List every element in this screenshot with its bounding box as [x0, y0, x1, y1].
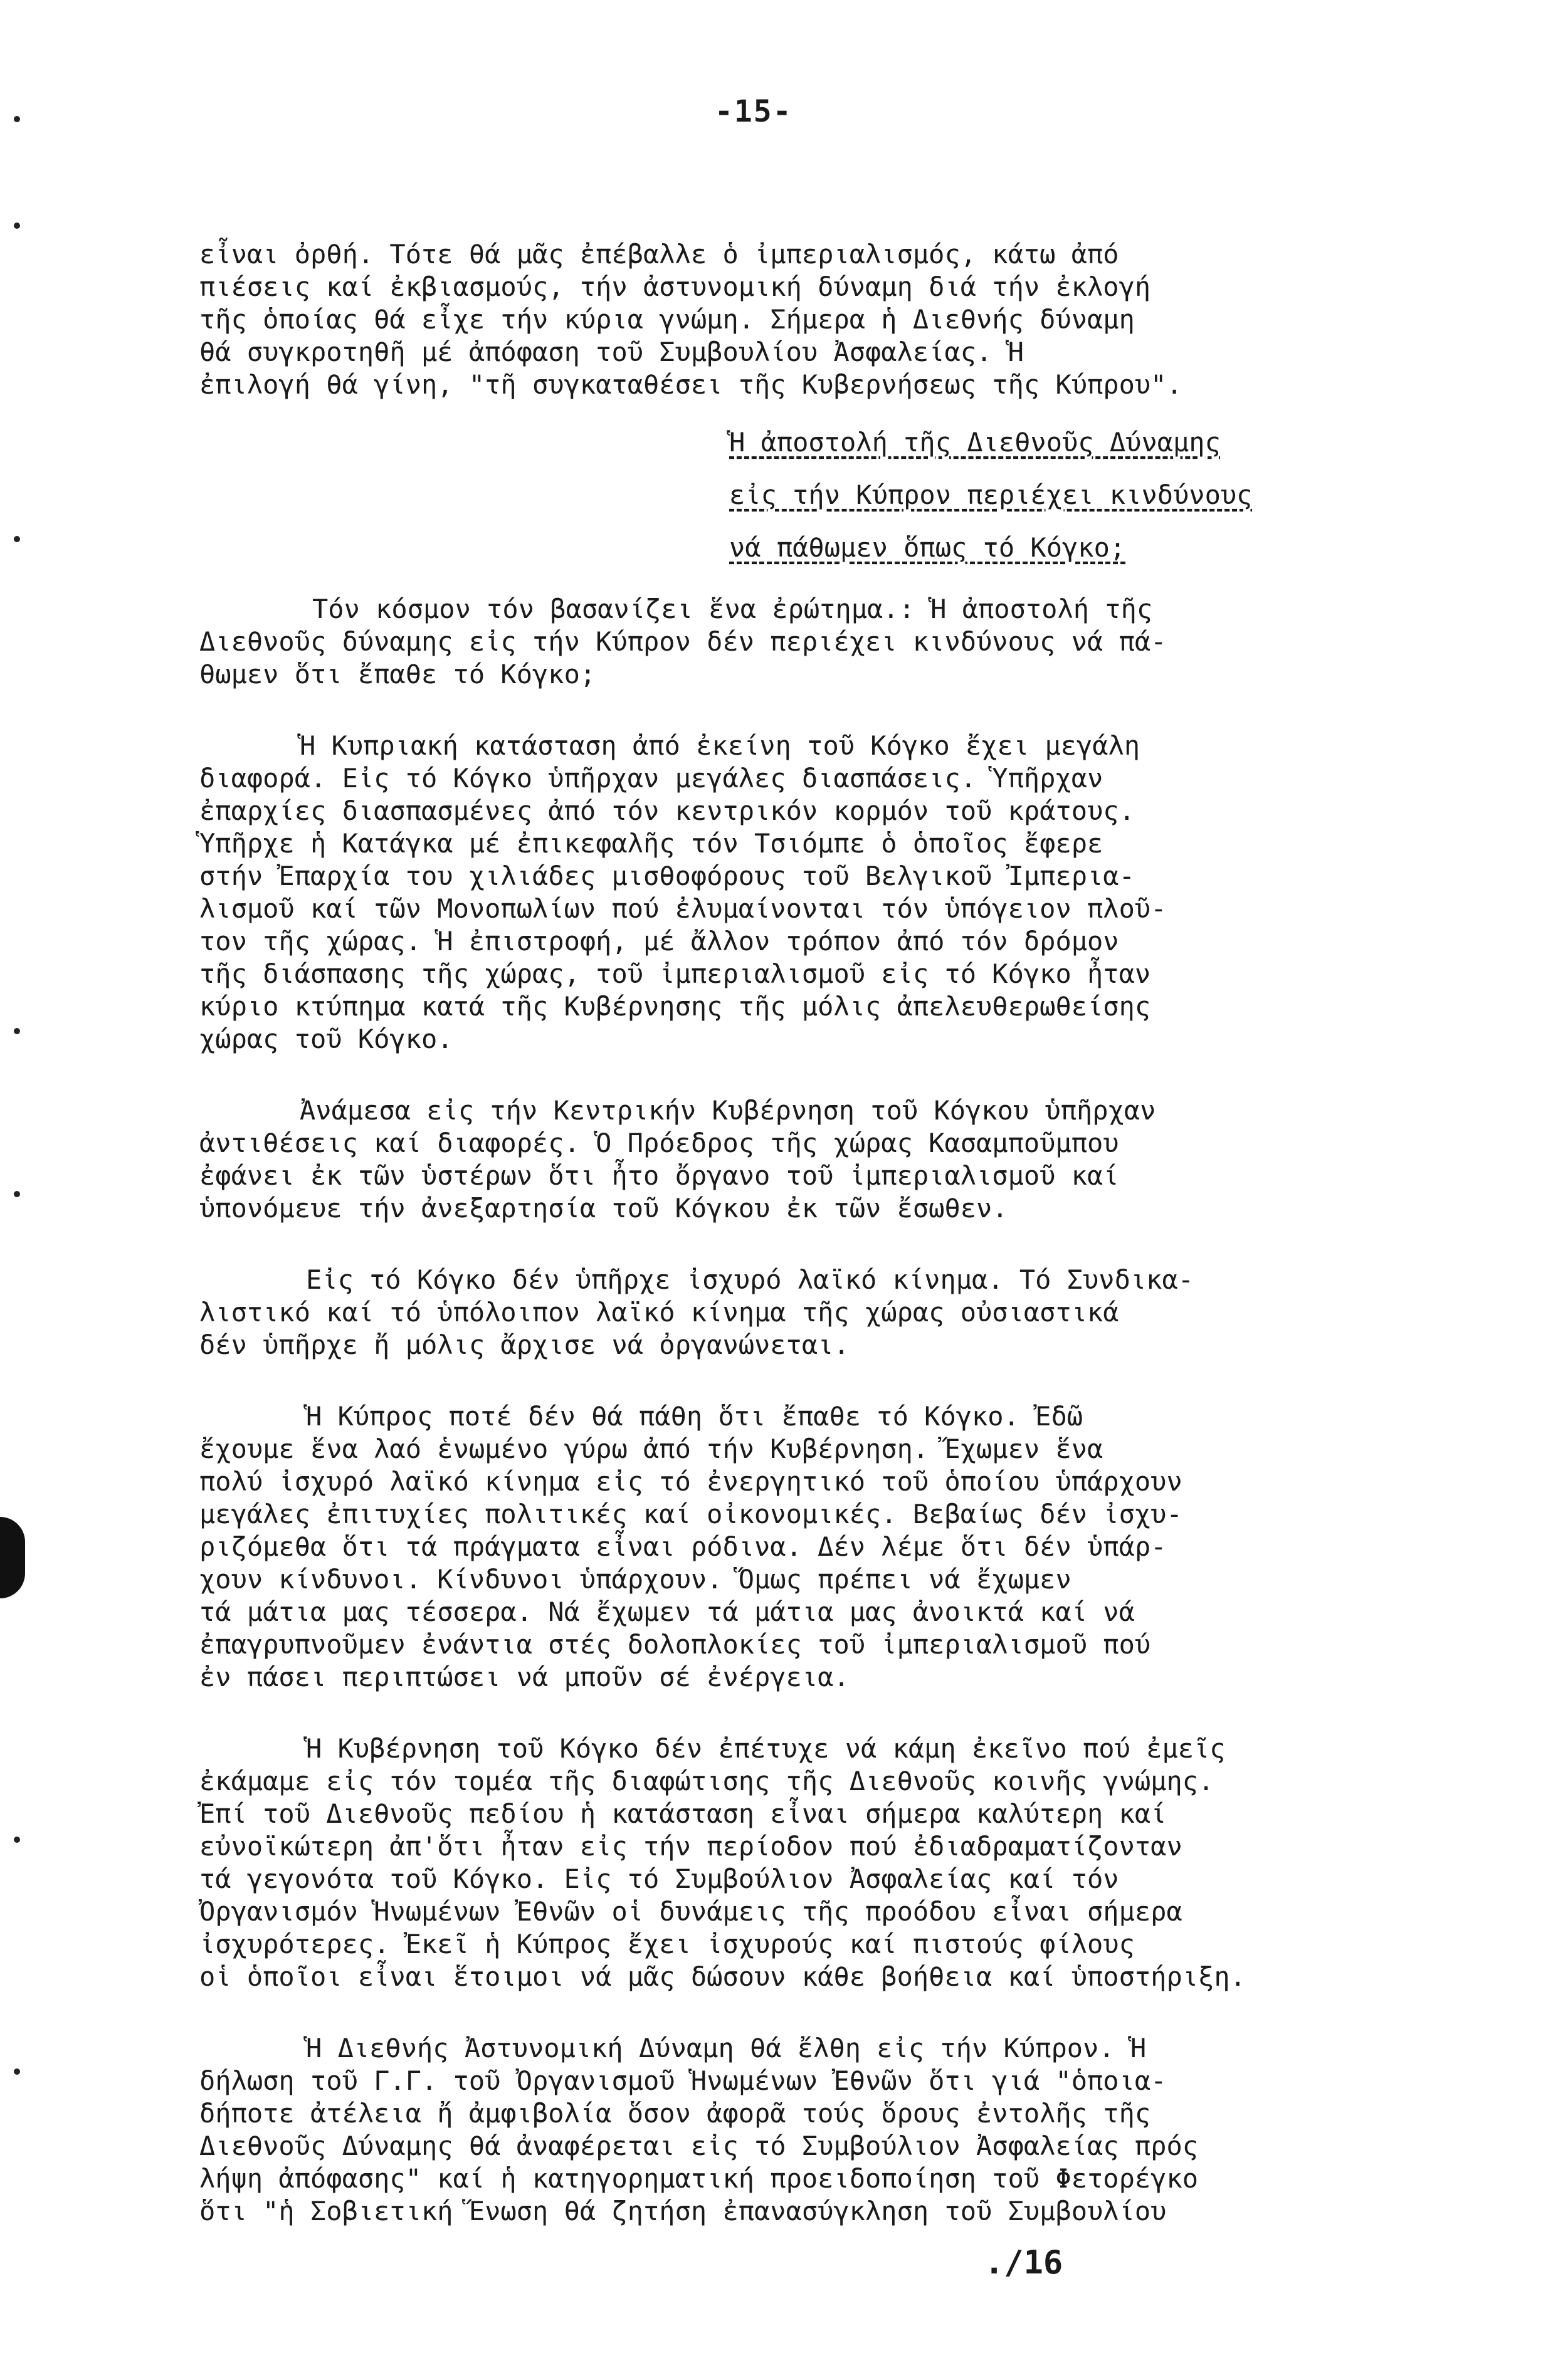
page-number: -15- — [715, 94, 792, 129]
text-line: Διεθνοῦς δύναμης εἰς τήν Κύπρον δέν περιέχει κινδύνους νά πά- — [199, 626, 1167, 657]
text-line: ἰσχυρότερες. Ἐκεῖ ἡ Κύπρος ἔχει ἰσχυρούς καί πιστούς φίλους — [199, 1929, 1135, 1959]
paragraph-8 — [199, 2032, 1453, 2228]
text-line: ἐπαγρυπνοῦμεν ἐνάντια στές δολοπλοκίες τοῦ ἰμπεριαλισμοῦ πού — [199, 1629, 1151, 1660]
heading-line: εἰς τήν Κύπρον περιέχει κινδύνους — [729, 480, 1253, 510]
text-line: θωμεν ὅτι ἔπαθε τό Κόγκο; — [199, 659, 596, 689]
text-line: Ἀνάμεσα εἰς τήν Κεντρικήν Κυβέρνηση τοῦ Κόγκου ὑπῆρχαν — [300, 1095, 1156, 1126]
margin-dot — [14, 536, 20, 542]
text-line: τῆς ὁποίας θά εἶχε τήν κύρια γνώμη. Σήμερα ἡ Διεθνής δύναμη — [199, 304, 1135, 335]
text-line: ὅτι "ἡ Σοβιετική Ἕνωση θά ζητήση ἐπανασύγκληση τοῦ Συμβουλίου — [199, 2196, 1167, 2226]
text-line: δέν ὑπῆρχε ἤ μόλις ἄρχισε νά ὀργανώνεται. — [199, 1329, 850, 1360]
text-line: τά γεγονότα τοῦ Κόγκο. Εἰς τό Συμβούλιον Ἀσφαλείας καί τόν — [199, 1864, 1119, 1894]
text-line: ἐπιλογή θά γίνη, "τῆ συγκαταθέσει τῆς Κυβερνήσεως τῆς Κύπρου". — [199, 369, 1182, 400]
margin-dot — [14, 116, 20, 122]
text-line: Διεθνοῦς Δύναμης θά ἀναφέρεται εἰς τό Συμβούλιον Ἀσφαλείας πρός — [199, 2131, 1199, 2161]
margin-dot — [14, 2068, 20, 2075]
text-line: στήν Ἐπαρχία του χιλιάδες μισθοφόρους τοῦ Βελγικοῦ Ἰμπερια- — [199, 861, 1135, 891]
text-line: τον τῆς χώρας. Ἡ ἐπιστροφή, μέ ἄλλον τρόπον ἀπό τόν δρόμον — [199, 926, 1119, 957]
text-line: Εἰς τό Κόγκο δέν ὑπῆρχε ἰσχυρό λαϊκό κίνημα. Τό Συνδικα- — [306, 1264, 1194, 1295]
text-line: ἀντιθέσεις καί διαφορές. Ὁ Πρόεδρος τῆς χώρας Κασαμποῦμπου — [199, 1128, 1119, 1158]
margin-dot — [14, 1028, 20, 1034]
heading-line: Ἡ ἀποστολή τῆς Διεθνοῦς Δύναμης — [729, 427, 1221, 458]
text-line: ριζόμεθα ὅτι τά πράγματα εἶναι ρόδινα. Δέν λέμε ὅτι δέν ὑπάρ- — [199, 1531, 1167, 1562]
text-line: ὑπονόμευε τήν ἀνεξαρτησία τοῦ Κόγκου ἐκ τῶν ἔσωθεν. — [199, 1193, 1008, 1224]
text-line: οἱ ὁποῖοι εἶναι ἕτοιμοι νά μᾶς δώσουν κάθε βοήθεια καί ὑποστήριξη. — [199, 1961, 1246, 1992]
text-line: εὐνοϊκώτερη ἀπ'ὅτι ἦταν εἰς τήν περίοδον πού ἐδιαδραματίζονταν — [199, 1831, 1182, 1862]
text-line: πιέσεις καί ἐκβιασμούς, τήν ἀστυνομική δύναμη διά τήν ἐκλογή — [199, 271, 1151, 302]
paragraph-1 — [199, 238, 1453, 401]
text-line: λισμοῦ καί τῶν Μονοπωλίων πού ἐλυμαίνονται τόν ὑπόγειον πλοῦ- — [199, 893, 1167, 924]
text-line: πολύ ἰσχυρό λαϊκό κίνημα εἰς τό ἐνεργητικό τοῦ ὁποίου ὑπάρχουν — [199, 1466, 1182, 1497]
text-line: χώρας τοῦ Κόγκο. — [199, 1024, 453, 1054]
text-line: δήλωση τοῦ Γ.Γ. τοῦ Ὀργανισμοῦ Ἡνωμένων Ἐθνῶν ὅτι γιά "ὁποια- — [199, 2065, 1167, 2096]
text-line: ἐφάνει ἐκ τῶν ὑστέρων ὅτι ἦτο ὄργανο τοῦ ἰμπεριαλισμοῦ καί — [199, 1160, 1119, 1191]
text-line: θά συγκροτηθῆ μέ ἀπόφαση τοῦ Συμβουλίου Ἀσφαλείας. Ἡ — [199, 337, 1024, 367]
margin-blot — [0, 1517, 25, 1598]
text-line: Ἡ Διεθνής Ἀστυνομική Δύναμη θά ἔλθη εἰς τήν Κύπρον. Ἡ — [306, 2033, 1147, 2063]
text-line: εἶναι ὀρθή. Τότε θά μᾶς ἐπέβαλλε ὁ ἰμπεριαλισμός, κάτω ἀπό — [199, 239, 1119, 270]
text-line: ἐκάμαμε εἰς τόν τομέα τῆς διαφώτισης τῆς Διεθνοῦς κοινῆς γνώμης. — [199, 1766, 1214, 1796]
text-line: ἐν πάσει περιπτώσει νά μποῦν σέ ἐνέργεια. — [199, 1662, 850, 1692]
section-heading — [199, 416, 1453, 574]
text-line: Ἡ Κυβέρνηση τοῦ Κόγκο δέν ἐπέτυχε νά κάμη ἐκεῖνο πού ἐμεῖς — [306, 1733, 1226, 1764]
paragraph-4 — [199, 1094, 1453, 1225]
text-line: διαφορά. Εἰς τό Κόγκο ὑπῆρχαν μεγάλες διασπάσεις. Ὑπῆρχαν — [199, 763, 1103, 794]
paragraph-6 — [199, 1400, 1453, 1694]
text-line: μεγάλες ἐπιτυχίες πολιτικές καί οἰκονομικές. Βεβαίως δέν ἰσχυ- — [199, 1499, 1182, 1529]
margin-dot — [14, 223, 20, 229]
heading-line: νά πάθωμεν ὅπως τό Κόγκο; — [729, 532, 1126, 563]
margin-dot — [14, 1191, 20, 1197]
paragraph-3 — [199, 730, 1453, 1056]
text-line: δήποτε ἀτέλεια ἤ ἀμφιβολία ὅσον ἀφορᾶ τούς ὅρους ἐντολῆς τῆς — [199, 2098, 1151, 2129]
text-line: Ἡ Κύπρος ποτέ δέν θά πάθη ὅτι ἔπαθε τό Κόγκο. Ἐδῶ — [306, 1401, 1083, 1432]
text-line: τῆς διάσπασης τῆς χώρας, τοῦ ἰμπεριαλισμοῦ εἰς τό Κόγκο ἦταν — [199, 958, 1151, 989]
paragraph-7 — [199, 1733, 1453, 1993]
text-line: Ἐπί τοῦ Διεθνοῦς πεδίου ἡ κατάσταση εἶναι σήμερα καλύτερη καί — [199, 1798, 1167, 1829]
paragraph-2 — [199, 593, 1453, 691]
text-line: Ἡ Κυπριακή κατάσταση ἀπό ἐκείνη τοῦ Κόγκο ἔχει μεγάλη — [300, 730, 1140, 761]
text-line: Τόν κόσμον τόν βασανίζει ἕνα ἐρώτημα.: Ἡ ἀποστολή τῆς — [312, 594, 1153, 624]
next-page-marker: ./16 — [984, 2244, 1063, 2282]
text-line: ἔχουμε ἕνα λαό ἑνωμένο γύρω ἀπό τήν Κυβέρνηση. Ἔχωμεν ἕνα — [199, 1434, 1103, 1464]
document-body — [199, 238, 1453, 2228]
paragraph-5 — [199, 1264, 1453, 1361]
text-line: χουν κίνδυνοι. Κίνδυνοι ὑπάρχουν. Ὅμως πρέπει νά ἔχωμεν — [199, 1564, 1071, 1595]
text-line: Ὀργανισμόν Ἡνωμένων Ἐθνῶν οἱ δυνάμεις τῆς προόδου εἶναι σήμερα — [199, 1896, 1182, 1927]
margin-dot — [14, 1837, 20, 1843]
text-line: τά μάτια μας τέσσερα. Νά ἔχωμεν τά μάτια μας ἀνοικτά καί νά — [199, 1596, 1135, 1627]
text-line: κύριο κτύπημα κατά τῆς Κυβέρνησης τῆς μόλις ἀπελευθερωθείσης — [199, 991, 1151, 1022]
text-line: ἐπαρχίες διασπασμένες ἀπό τόν κεντρικόν κορμόν τοῦ κράτους. — [199, 795, 1135, 826]
text-line: λιστικό καί τό ὑπόλοιπον λαϊκό κίνημα τῆς χώρας οὐσιαστικά — [199, 1297, 1119, 1328]
text-line: λήψη ἀπόφασης" καί ἡ κατηγορηματική προειδοποίηση τοῦ Φετορέγκο — [199, 2163, 1199, 2194]
text-line: Ὑπῆρχε ἡ Κατάγκα μέ ἐπικεφαλῆς τόν Τσιόμπε ὁ ὁποῖος ἔφερε — [199, 828, 1103, 859]
